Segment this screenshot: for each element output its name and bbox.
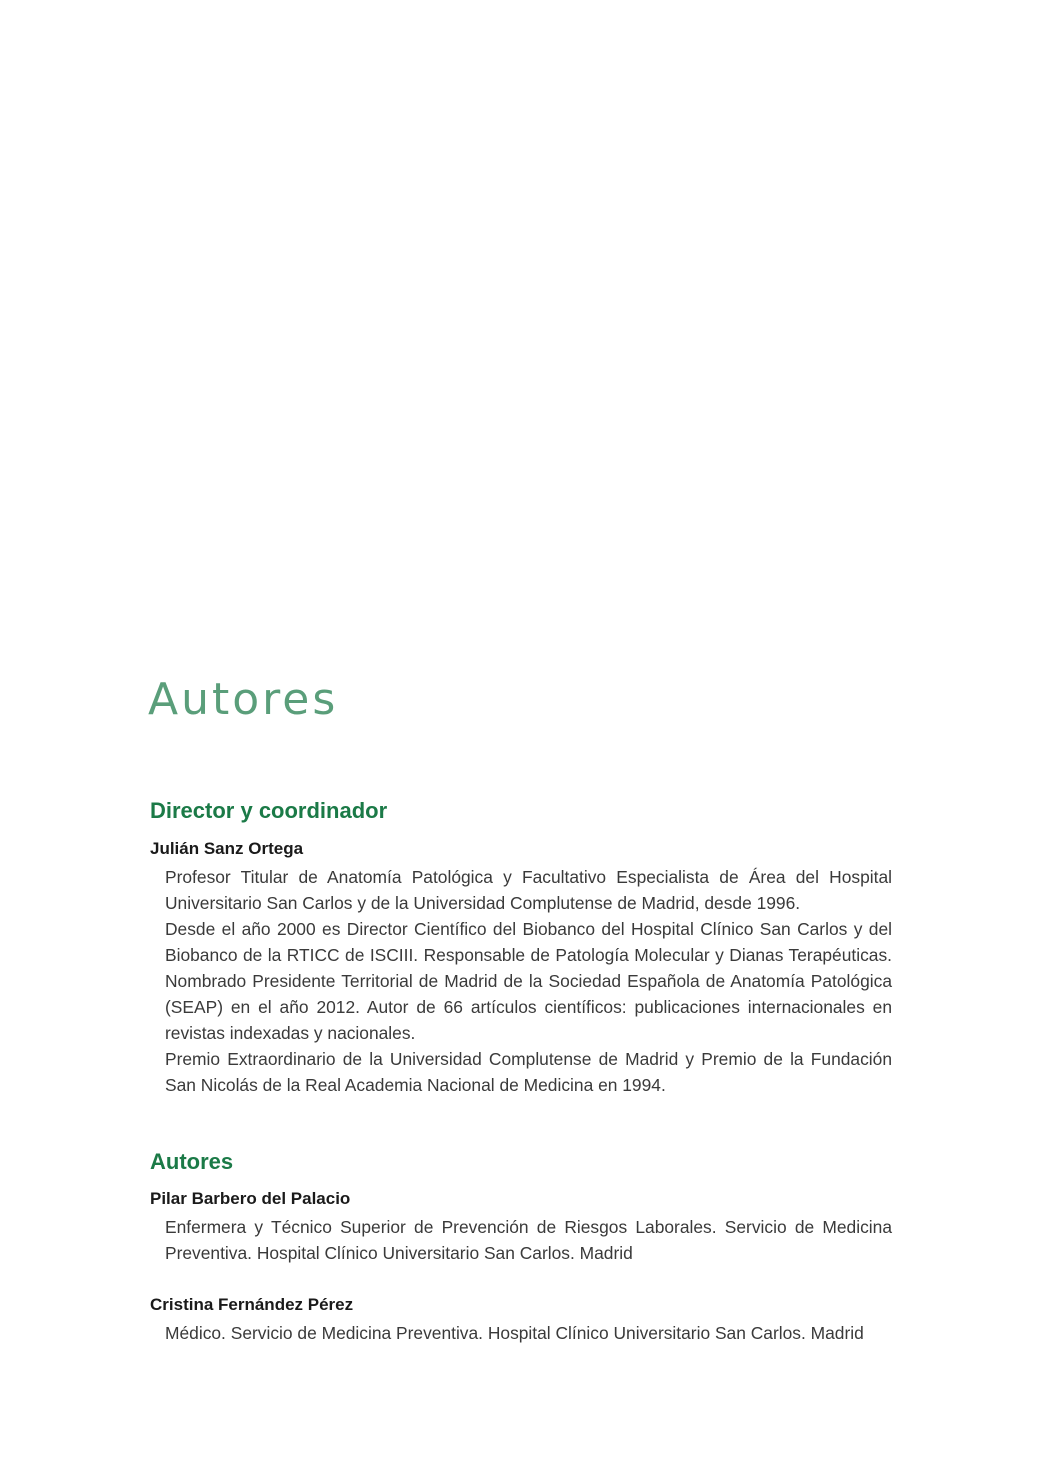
author-bio-paragraph: Profesor Titular de Anatomía Patológica y Facultativo Especialista de Área del Hospital Universitario San Carlos y de la Universidad Complutense de Madrid, desde 1996. [165, 867, 892, 913]
author-name: Pilar Barbero del Palacio [150, 1189, 351, 1208]
section-heading-director: Director y coordinador [150, 798, 388, 823]
author-bio-paragraph: Enfermera y Técnico Superior de Prevención de Riesgos Laborales. Servicio de Medicina Preventiva. Hospital Clínico Universitario San Carlos. Madrid [165, 1217, 892, 1263]
author-name: Julián Sanz Ortega [150, 839, 304, 858]
author-bio-paragraph: Médico. Servicio de Medicina Preventiva. Hospital Clínico Universitario San Carlos. Madrid [165, 1323, 864, 1343]
author-bio-paragraph: Desde el año 2000 es Director Científico del Biobanco del Hospital Clínico San Carlos y del Biobanco de la RTICC de ISCIII. Responsable de Patología Molecular y Dianas Terapéuticas. Nombrado Presidente Territorial de Madrid de la Sociedad Española de Anatomía Patológica (SEAP) en el año 2012. Autor de 66 artículos científicos: publicaciones internacionales en revistas indexadas y nacionales. [165, 919, 892, 1043]
author-entry-cristina-fernandez [150, 1294, 892, 1346]
author-name: Cristina Fernández Pérez [150, 1295, 354, 1314]
page-title: Autores [148, 674, 339, 725]
author-bio-paragraph: Premio Extraordinario de la Universidad Complutense de Madrid y Premio de la Fundación San Nicolás de la Real Academia Nacional de Medicina en 1994. [165, 1049, 892, 1095]
section-heading-autores: Autores [150, 1149, 234, 1174]
author-entry-pilar-barbero [150, 1188, 892, 1266]
author-entry-julian-sanz-ortega [150, 838, 892, 1098]
